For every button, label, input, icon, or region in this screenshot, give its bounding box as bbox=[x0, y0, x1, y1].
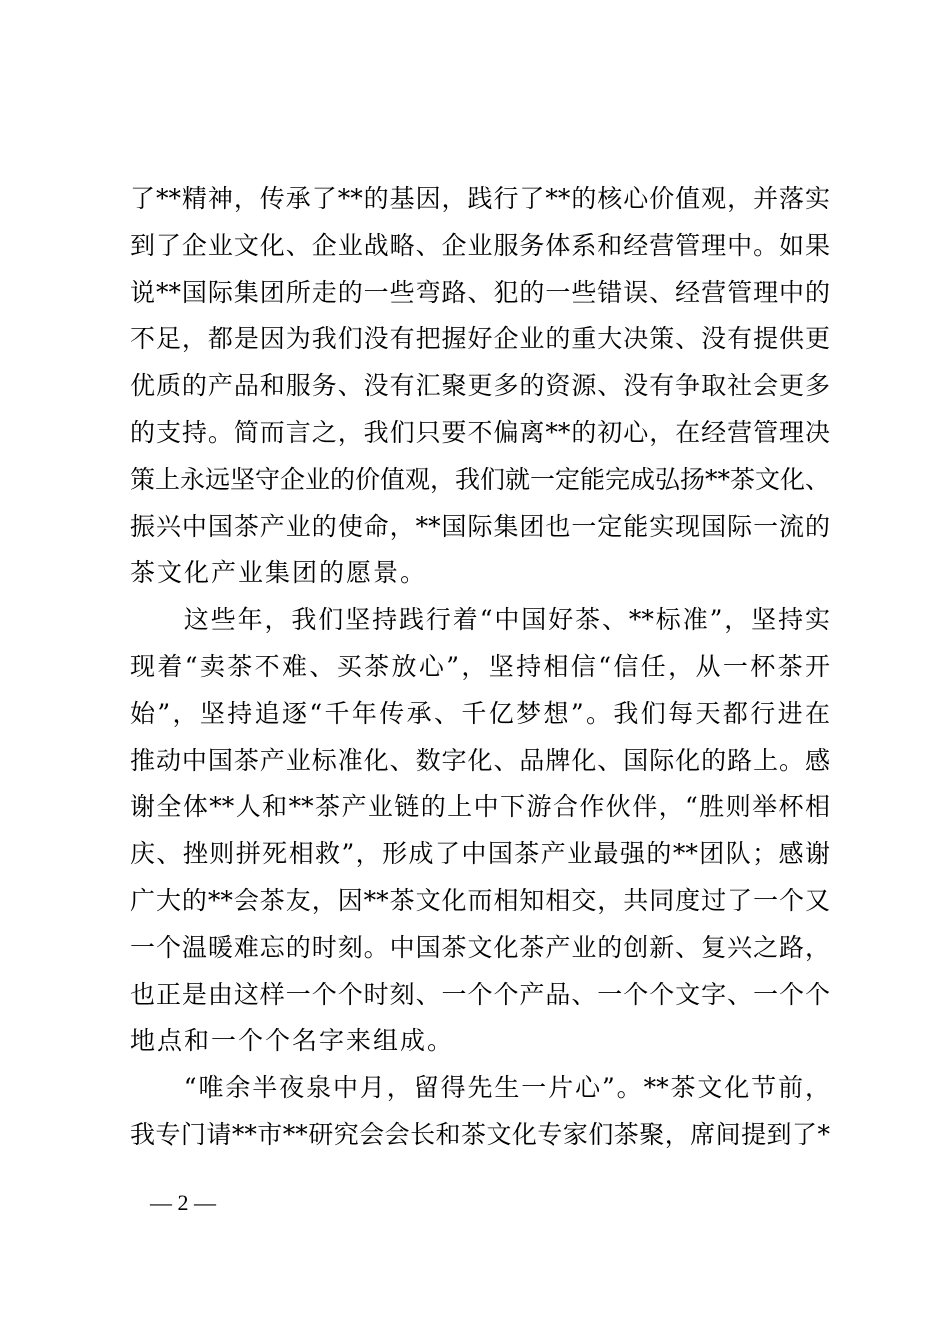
text-line: 振兴中国茶产业的使命，**国际集团也一定能实现国际一流的 bbox=[130, 511, 830, 541]
text-line: 到了企业文化、企业战略、企业服务体系和经营管理中。如果 bbox=[130, 230, 830, 260]
text-line: 这些年，我们坚持践行着“中国好茶、**标准”，坚持实 bbox=[130, 605, 830, 635]
text-line: 广大的**会茶友，因**茶文化而相知相交，共同度过了一个又 bbox=[130, 885, 830, 915]
text-line: 推动中国茶产业标准化、数字化、品牌化、国际化的路上。感 bbox=[130, 745, 830, 775]
body-text bbox=[130, 176, 830, 1159]
text-line: 优质的产品和服务、没有汇聚更多的资源、没有争取社会更多 bbox=[130, 371, 830, 401]
text-line: 现着“卖茶不难、买茶放心”，坚持相信“信任，从一杯茶开 bbox=[130, 651, 830, 681]
text-line: 茶文化产业集团的愿景。 bbox=[130, 558, 428, 588]
text-line: 谢全体**人和**茶产业链的上中下游合作伙伴，“胜则举杯相 bbox=[130, 792, 830, 822]
text-line: 我专门请**市**研究会会长和茶文化专家们茶聚，席间提到了* bbox=[130, 1119, 830, 1149]
text-line: “唯余半夜泉中月，留得先生一片心”。**茶文化节前， bbox=[130, 1073, 830, 1103]
text-line: 地点和一个个名字来组成。 bbox=[130, 1026, 455, 1056]
text-line: 的支持。简而言之，我们只要不偏离**的初心，在经营管理决 bbox=[130, 417, 830, 447]
text-line: 了**精神，传承了**的基因，践行了**的核心价值观，并落实 bbox=[130, 184, 830, 213]
text-line: 不足，都是因为我们没有把握好企业的重大决策、没有提供更 bbox=[130, 324, 830, 354]
page-number: — 2 — bbox=[150, 1190, 216, 1215]
text-line: 说**国际集团所走的一些弯路、犯的一些错误、经营管理中的 bbox=[130, 277, 830, 307]
text-line: 一个温暖难忘的时刻。中国茶文化茶产业的创新、复兴之路， bbox=[130, 932, 830, 962]
text-line: 策上永远坚守企业的价值观，我们就一定能完成弘扬**茶文化、 bbox=[130, 464, 831, 494]
text-line: 始”，坚持追逐“千年传承、千亿梦想”。我们每天都行进在 bbox=[130, 698, 830, 728]
text-line: 也正是由这样一个个时刻、一个个产品、一个个文字、一个个 bbox=[130, 979, 830, 1009]
text-line: 庆、挫则拼死相救”，形成了中国茶产业最强的**团队；感谢 bbox=[130, 839, 830, 869]
